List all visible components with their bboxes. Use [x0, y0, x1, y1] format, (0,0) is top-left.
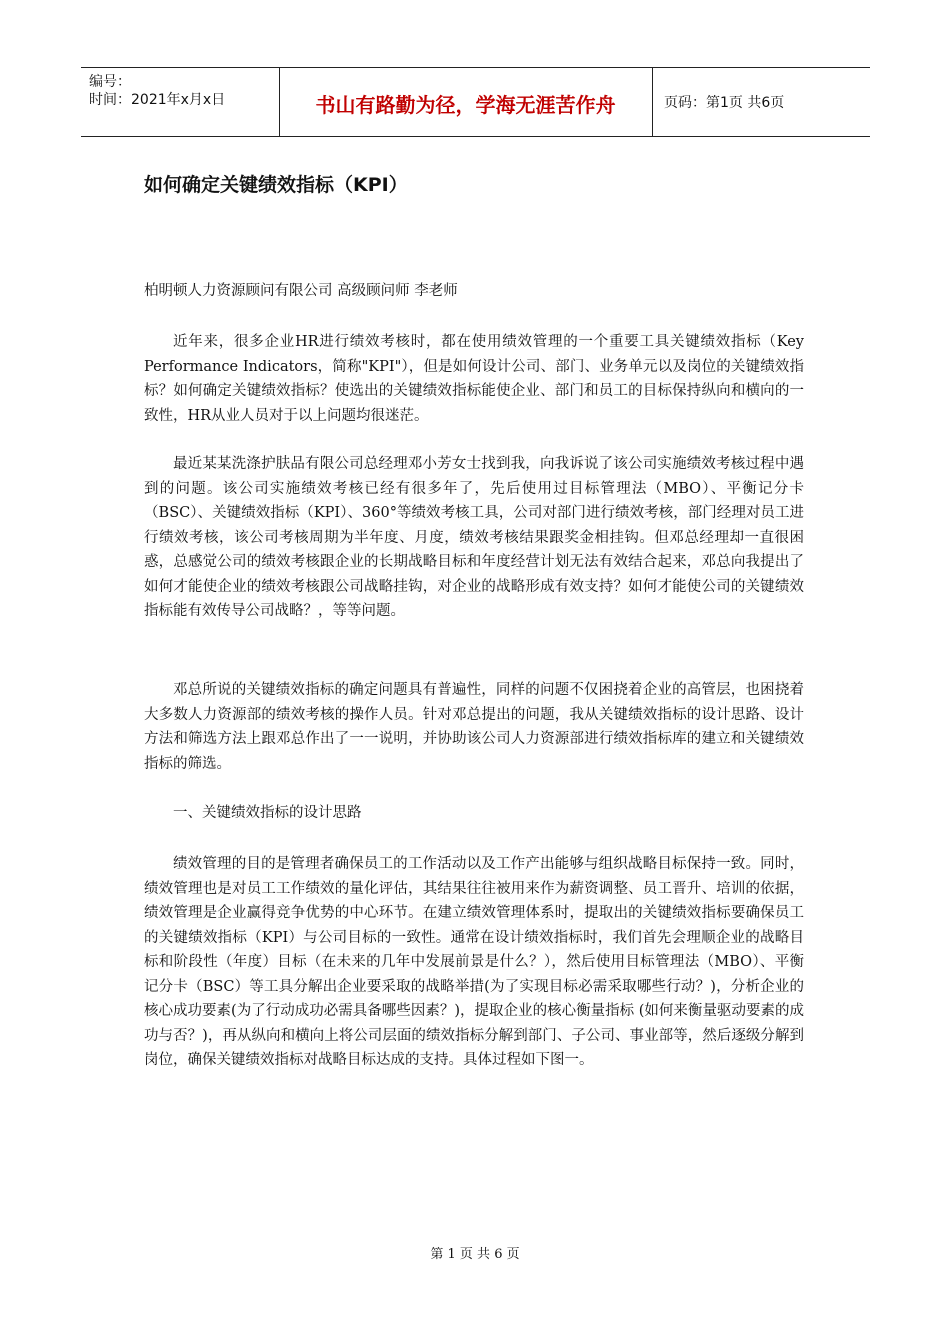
header-left-cell — [81, 68, 280, 136]
author-line: 柏明顿人力资源顾问有限公司 高级顾问师 李老师 — [144, 283, 458, 299]
header-right-cell — [652, 68, 870, 136]
paragraph-response: 邓总所说的关键绩效指标的确定问题具有普遍性，同样的问题不仅困挠着企业的高管层，也困挠着大多数人力资源部的绩效考核的操作人员。针对邓总提出的问题，我从关键绩效指标的设计思路、设计方法和筛选方法上跟邓总作出了一一说明，并协助该公司人力资源部进行绩效指标库的建立和关键绩效指标的筛选。 — [144, 682, 804, 772]
page-header — [81, 67, 870, 137]
paragraph-intro: 近年来，很多企业HR进行绩效考核时，都在使用绩效管理的一个重要工具关键绩效指标（Key Performance Indicators，简称"KPI"），但是如何设计公司、部门、业务单元以及岗位的关键绩效指标？如何确定关键绩效指标？使选出的关键绩效指标能使企业、部门和员工的目标保持纵向和横向的一致性，HR从业人员对于以上问题均很迷茫。 — [144, 334, 804, 424]
header-page-info: 页码：第1页 共6页 — [664, 95, 785, 111]
paragraph-design-approach: 绩效管理的目的是管理者确保员工的工作活动以及工作产出能够与组织战略目标保持一致。同时，绩效管理也是对员工工作绩效的量化评估，其结果往往被用来作为薪资调整、员工晋升、培训的依据，绩效管理是企业赢得竞争优势的中心环节。在建立绩效管理体系时，提取出的关键绩效指标要确保员工的关键绩效指标（KPI）与公司目标的一致性。通常在设计绩效指标时，我们首先会理顺企业的战略目标和阶段性（年度）目标（在未来的几年中发展前景是什么？），然后使用目标管理法（MBO）、平衡记分卡（BSC）等工具分解出企业要采取的战略举措(为了实现目标必需采取哪些行动？)，分析企业的核心成功要素(为了行动成功必需具备哪些因素？)，提取企业的核心衡量指标 (如何来衡量驱动要素的成功与否？)，再从纵向和横向上将公司层面的绩效指标分解到部门、子公司、事业部等，然后逐级分解到岗位，确保关键绩效指标对战略目标达成的支持。具体过程如下图一。 — [144, 856, 804, 1068]
document-title: 如何确定关键绩效指标（KPI） — [144, 174, 408, 196]
header-middle-cell — [279, 68, 653, 136]
section-heading: 一、关键绩效指标的设计思路 — [173, 805, 362, 821]
header-motto: 书山有路勤为径，学海无涯苦作舟 — [315, 93, 616, 117]
paragraph-case: 最近某某洗涤护肤品有限公司总经理邓小芳女士找到我，向我诉说了该公司实施绩效考核过程中遇到的问题。该公司实施绩效考核已经有很多年了，先后使用过目标管理法（MBO）、平衡记分卡（BSC）、关键绩效指标（KPI）、360°等绩效考核工具，公司对部门进行绩效考核，部门经理对员工进行绩效考核，该公司考核周期为半年度、月度，绩效考核结果跟奖金相挂钩。但邓总经理却一直很困惑，总感觉公司的绩效考核跟企业的长期战略目标和年度经营计划无法有效结合起来，邓总向我提出了如何才能使企业的绩效考核跟公司战略挂钩，对企业的战略形成有效支持？如何才能使公司的关键绩效指标能有效传导公司战略？，等等问题。 — [144, 456, 804, 619]
time-label: 时间：2021年x月x日 — [89, 92, 226, 108]
page-footer: 第 1 页 共 6 页 — [430, 1247, 520, 1262]
serial-number-label: 编号： — [89, 74, 131, 90]
